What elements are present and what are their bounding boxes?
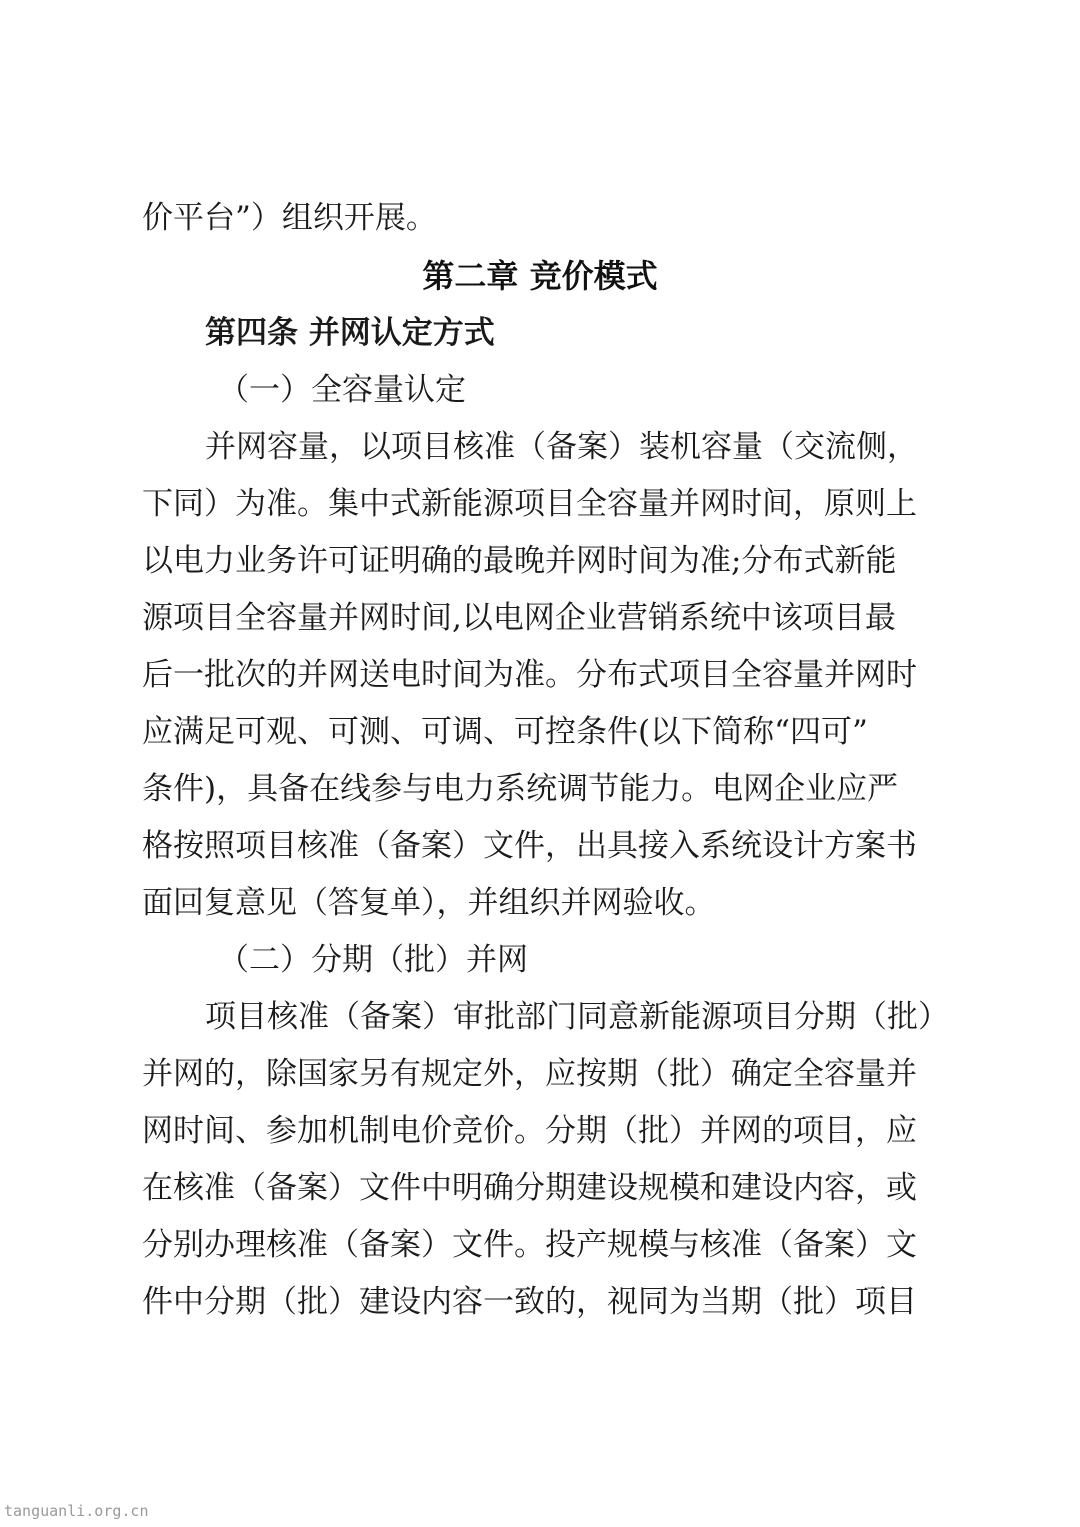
section2-line: 在核准（备案）文件中明确分期建设规模和建设内容，或 [142, 1170, 917, 1206]
section1-line: 格按照项目核准（备案）文件，出具接入系统设计方案书 [142, 828, 917, 864]
section1-line: 后一批次的并网送电时间为准。分布式项目全容量并网时 [142, 657, 917, 693]
section1-line: 源项目全容量并网时间,以电网企业营销系统中该项目最 [142, 600, 896, 636]
section1-heading: （一）全容量认定 [218, 372, 466, 408]
section2-line: 分别办理核准（备案）文件。投产规模与核准（备案）文 [142, 1227, 917, 1263]
section2-line: 件中分期（批）建设内容一致的，视同为当期（批）项目 [142, 1284, 917, 1320]
section2-line: 网时间、参加机制电价竞价。分期（批）并网的项目，应 [142, 1113, 917, 1149]
section1-line: 下同）为准。集中式新能源项目全容量并网时间，原则上 [142, 486, 917, 522]
section1-line: 以电力业务许可证明确的最晚并网时间为准;分布式新能 [142, 543, 897, 579]
article-title: 第四条 并网认定方式 [205, 315, 495, 351]
watermark: tanguanli.org.cn [4, 1502, 149, 1520]
section2-line: 项目核准（备案）审批部门同意新能源项目分期（批） [205, 999, 949, 1035]
chapter-title: 第二章 竞价模式 [422, 257, 658, 295]
section1-line: 条件)，具备在线参与电力系统调节能力。电网企业应严 [142, 771, 899, 807]
section1-line: 并网容量，以项目核准（备案）装机容量（交流侧， [205, 429, 918, 465]
section2-heading: （二）分期（批）并网 [218, 942, 528, 978]
section1-line: 应满足可观、可测、可调、可控条件(以下简称“四可” [142, 714, 868, 750]
section1-line: 面回复意见（答复单），并组织并网验收。 [142, 885, 716, 921]
lead-line: 价平台”）组织开展。 [142, 200, 437, 236]
section2-line: 并网的，除国家另有规定外，应按期（批）确定全容量并 [142, 1056, 917, 1092]
